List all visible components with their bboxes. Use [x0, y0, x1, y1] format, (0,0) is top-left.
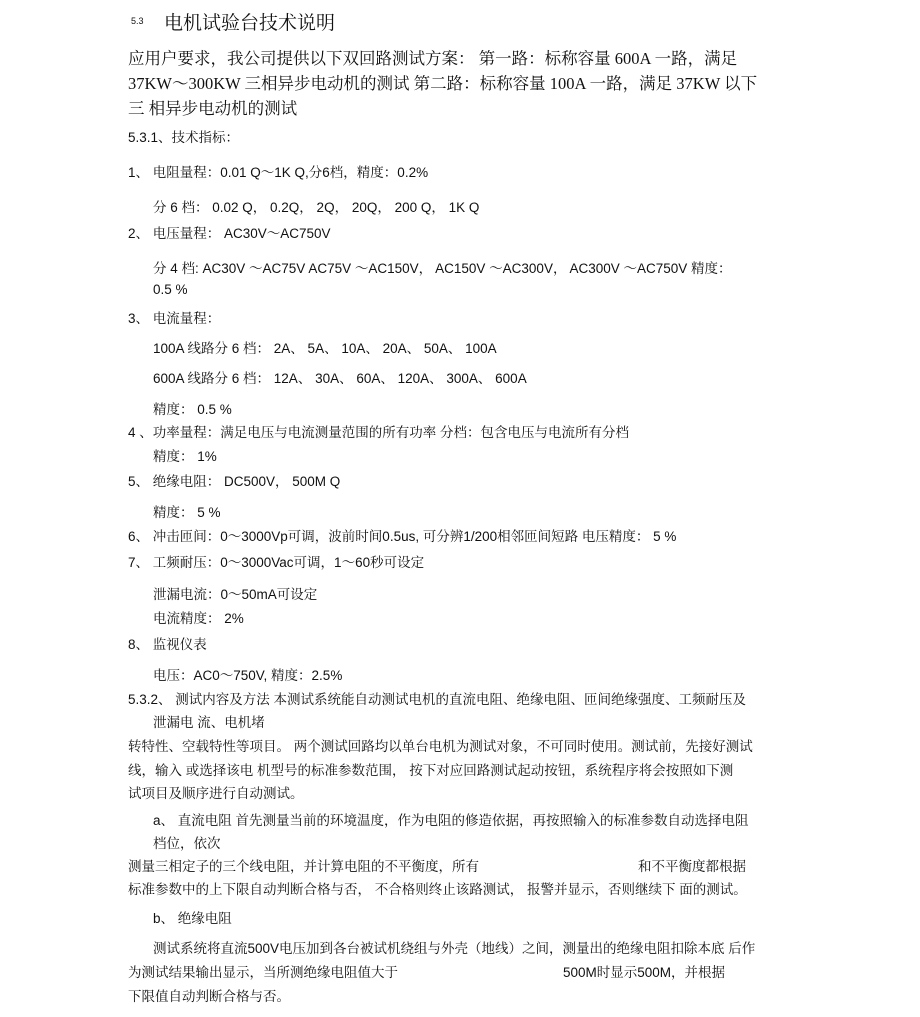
spec-hipot-leakage: 泄漏电流：0～50mA可设定: [153, 587, 318, 602]
spec-monitor-label: 8、 监视仪表: [128, 637, 207, 652]
spec-power-accuracy: 精度： 1%: [153, 449, 217, 464]
part-b-line-2-left: 为测试结果输出显示，当所测绝缘电阻值大于: [128, 965, 398, 980]
spec-resistance-ranges: 分 6 档： 0.02 Q， 0.2Q， 2Q， 20Q， 200 Q， 1K Q: [153, 200, 480, 215]
part-a-line-4: 标准参数中的上下限自动判断合格与否， 不合格则终止该路测试， 报警并显示，否则继续下 面的测试。: [128, 882, 747, 897]
spec-hipot-label: 7、 工频耐压：0～3000Vac可调，1～60秒可设定: [128, 555, 425, 570]
intro-line-3: 三 相异步电动机的测试: [128, 99, 298, 118]
section-532-line-4: 线，输入 或选择该电 机型号的标准参数范围， 按下对应回路测试起动按钮，系统程序将会按照如下测: [128, 763, 734, 778]
part-b-line-2-right: 500M时显示500M，并根据: [563, 965, 726, 980]
page-title: 电机试验台技术说明: [164, 13, 336, 34]
section-532-line-5: 试项目及顺序进行自动测试。: [128, 786, 304, 801]
spec-current-label: 3、 电流量程：: [128, 311, 221, 326]
part-b-title: b、 绝缘电阻: [153, 911, 232, 926]
part-a-line-2: 档位，依次: [153, 836, 221, 851]
spec-insulation-accuracy: 精度： 5 %: [153, 505, 221, 520]
spec-power-label: 4 、功率量程：满足电压与电流测量范围的所有功率 分档：包含电压与电流所有分档: [128, 425, 630, 440]
part-a-line-1: a、 直流电阻 首先测量当前的环境温度，作为电阻的修造依据，再按照输入的标准参数自动选择电阻: [153, 813, 749, 828]
part-a-line-3-left: 测量三相定子的三个线电阻，并计算电阻的不平衡度，所有: [128, 859, 479, 874]
spec-impulse: 6、 冲击匝间：0～3000Vp可调，波前时间0.5us, 可分辨1/200相邻匝间短路 电压精度： 5 %: [128, 529, 677, 544]
spec-hipot-accuracy: 电流精度： 2%: [153, 611, 244, 626]
spec-voltage-accuracy: 0.5 %: [153, 282, 188, 297]
part-a-line-3-right: 和不平衡度都根据: [638, 859, 746, 874]
intro-line-1: 应用户要求，我公司提供以下双回路测试方案： 第一路：标称容量 600A 一路，满足: [128, 49, 738, 68]
spec-current-accuracy: 精度： 0.5 %: [153, 402, 232, 417]
spec-insulation-label: 5、 绝缘电阻： DC500V， 500M Q: [128, 474, 341, 489]
section-531-heading: 5.3.1、技术指标：: [128, 130, 240, 145]
spec-voltage-label: 2、 电压量程： AC30V～AC750V: [128, 226, 331, 241]
section-532-line-1: 5.3.2、 测试内容及方法 本测试系统能自动测试电机的直流电阻、绝缘电阻、匝间绝缘强度、工频耐压及: [128, 692, 747, 707]
spec-resistance-label: 1、 电阻量程：0.01 Q～1K Q,分6档，精度：0.2%: [128, 165, 429, 180]
section-number: 5.3: [131, 16, 144, 26]
spec-voltage-ranges: 分 4 档: AC30V ～AC75V AC75V ～AC150V， AC150V ～AC300V， AC300V ～AC750V 精度：: [153, 261, 732, 276]
section-532-line-2: 泄漏电 流、电机堵: [153, 715, 265, 730]
spec-current-100a: 100A 线路分 6 档： 2A、 5A、 10A、 20A、 50A、 100A: [153, 341, 497, 356]
part-b-line-3: 下限值自动判断合格与否。: [128, 989, 290, 1004]
spec-current-600a: 600A 线路分 6 档： 12A、 30A、 60A、 120A、 300A、 600A: [153, 371, 527, 386]
section-532-line-3: 转特性、空载特性等项目。 两个测试回路均以单台电机为测试对象，不可同时使用。测试前，先接好测试: [128, 739, 753, 754]
part-b-line-1: 测试系统将直流500V电压加到各台被试机绕组与外壳（地线）之间，测量出的绝缘电阻扣除本底 后作: [153, 941, 756, 956]
spec-monitor-voltage: 电压：AC0～750V, 精度：2.5%: [153, 668, 343, 683]
intro-line-2: 37KW～300KW 三相异步电动机的测试 第二路：标称容量 100A 一路，满足 37KW 以下: [128, 74, 758, 93]
